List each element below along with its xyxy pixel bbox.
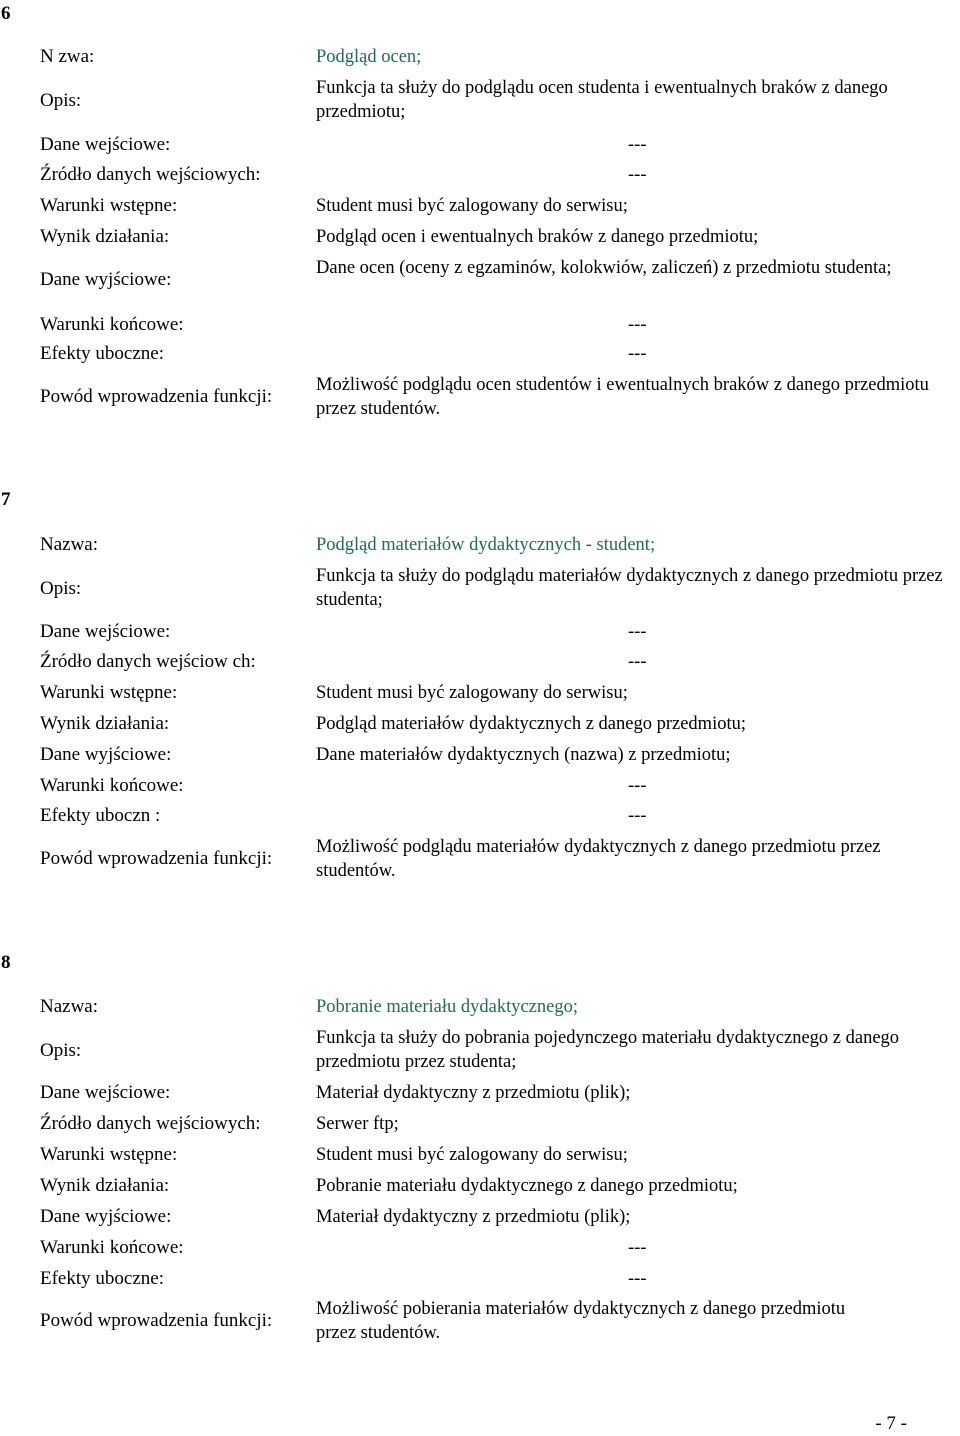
row-value: Funkcja ta służy do podglądu ocen studenta i ewentualnych braków z danego przedmiotu; — [316, 78, 888, 122]
row-label: Powód wprowadzenia funkcji: — [40, 1310, 273, 1331]
row-label: Efekty uboczn : — [40, 805, 161, 826]
row-label: Opis: — [40, 90, 82, 111]
row-label: Warunki wstępne: — [40, 195, 178, 216]
row-label: Efekty uboczne: — [40, 1268, 164, 1289]
row-value: Materiał dydaktyczny z przedmiotu (plik); — [316, 1083, 631, 1103]
row-value: --- — [628, 806, 647, 826]
section-number: 8 — [1, 952, 11, 973]
row-value-title: Pobranie materiału dydaktycznego; — [316, 997, 578, 1017]
row-label: Źródło danych wejściow ch: — [40, 651, 256, 672]
row-value: Możliwość pobierania materiałów dydaktycznych z danego przedmiotu przez studentów. — [316, 1299, 846, 1343]
row-label: Opis: — [40, 1040, 82, 1061]
row-value: Dane materiałów dydaktycznych (nazwa) z przedmiotu; — [316, 745, 731, 765]
row-value: Funkcja ta służy do pobrania pojedynczego materiału dydaktycznego z danego przedmiotu przez studenta; — [316, 1028, 900, 1072]
row-value: Podgląd ocen i ewentualnych braków z danego przedmiotu; — [316, 227, 759, 247]
row-value: --- — [628, 776, 647, 796]
row-label: Nazwa: — [40, 534, 99, 555]
row-label: N zwa: — [40, 46, 95, 67]
row-label: Dane wejściowe: — [40, 621, 171, 642]
row-value-title: Podgląd ocen; — [316, 47, 422, 67]
row-value: --- — [628, 1269, 647, 1289]
row-value: --- — [628, 1238, 647, 1258]
row-value: --- — [628, 165, 647, 185]
row-value: --- — [628, 622, 647, 642]
row-label: Warunki końcowe: — [40, 1237, 184, 1258]
row-value: Podgląd materiałów dydaktycznych z danego przedmiotu; — [316, 714, 746, 734]
row-label: Opis: — [40, 578, 82, 599]
row-label: Źródło danych wejściowych: — [40, 164, 261, 185]
row-label: Wynik działania: — [40, 1175, 170, 1196]
row-value-title: Podgląd materiałów dydaktycznych - student; — [316, 535, 656, 555]
row-label: Dane wyjściowe: — [40, 1206, 172, 1227]
row-label: Warunki wstępne: — [40, 1144, 178, 1165]
page-number: - 7 - — [875, 1413, 907, 1434]
row-value: --- — [628, 315, 647, 335]
row-label: Dane wyjściowe: — [40, 269, 172, 290]
row-label: Powód wprowadzenia funkcji: — [40, 848, 273, 869]
row-value: Możliwość podglądu ocen studentów i ewentualnych braków z danego przedmiotu przez studentów. — [316, 375, 929, 419]
row-value: Student musi być zalogowany do serwisu; — [316, 1145, 628, 1165]
section-number: 7 — [1, 489, 11, 510]
row-label: Wynik działania: — [40, 713, 170, 734]
row-value: Dane ocen (oceny z egzaminów, kolokwiów, zaliczeń) z przedmiotu studenta; — [316, 258, 892, 278]
row-value: --- — [628, 344, 647, 364]
section-number: 6 — [1, 3, 11, 24]
row-label: Dane wejściowe: — [40, 134, 171, 155]
row-label: Warunki wstępne: — [40, 682, 178, 703]
row-value: Możliwość podglądu materiałów dydaktycznych z danego przedmiotu przez studentów. — [316, 837, 881, 881]
row-label: Wynik działania: — [40, 226, 170, 247]
row-label: Powód wprowadzenia funkcji: — [40, 386, 273, 407]
row-value: Funkcja ta służy do podglądu materiałów dydaktycznych z danego przedmiotu przez studenta; — [316, 566, 943, 610]
row-label: Nazwa: — [40, 996, 99, 1017]
row-value: Student musi być zalogowany do serwisu; — [316, 683, 628, 703]
row-value: --- — [628, 652, 647, 672]
row-label: Efekty uboczne: — [40, 343, 164, 364]
row-label: Źródło danych wejściowych: — [40, 1113, 261, 1134]
row-value: Serwer ftp; — [316, 1114, 399, 1134]
row-value: Pobranie materiału dydaktycznego z danego przedmiotu; — [316, 1176, 738, 1196]
row-value: --- — [628, 135, 647, 155]
row-value: Student musi być zalogowany do serwisu; — [316, 196, 628, 216]
row-label: Warunki końcowe: — [40, 775, 184, 796]
row-label: Dane wyjściowe: — [40, 744, 172, 765]
row-label: Dane wejściowe: — [40, 1082, 171, 1103]
row-label: Warunki końcowe: — [40, 314, 184, 335]
row-value: Materiał dydaktyczny z przedmiotu (plik); — [316, 1207, 631, 1227]
